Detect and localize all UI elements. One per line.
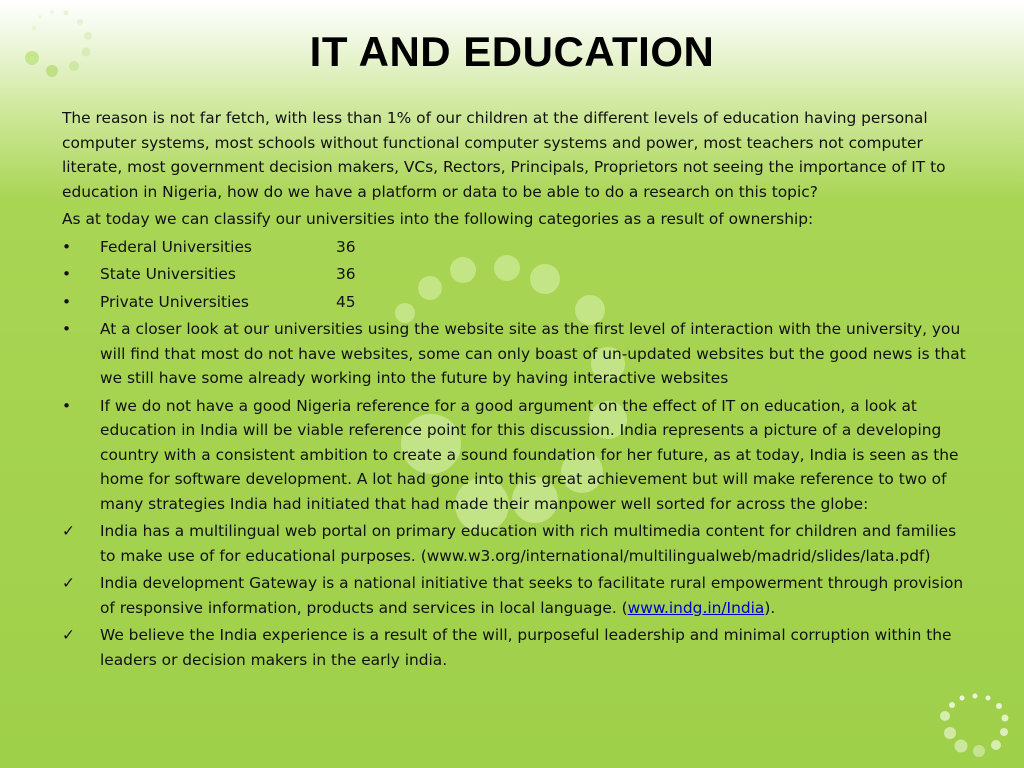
checkmark-icon: ✓ xyxy=(62,626,75,644)
bullet-icon: • xyxy=(62,237,72,256)
list-item xyxy=(62,290,972,315)
bullet-icon: • xyxy=(62,265,72,283)
check-text: India has a multilingual web portal on primary education with rich multimedia content for children and families to make use of for educational purposes. (www.w3.org/international/multilingualweb/madrid/slides/lata.pdf) xyxy=(100,522,957,565)
classification-paragraph: As at today we can classify our universities into the following categories as a result of ownership: xyxy=(62,210,814,228)
category-count: 36 xyxy=(336,265,356,283)
list-item xyxy=(62,519,972,568)
list-item xyxy=(62,262,972,287)
bullet-icon: • xyxy=(62,396,72,415)
category-count: 36 xyxy=(336,237,356,256)
bullet-text: If we do not have a good Nigeria reference for a good argument on the effect of IT on education, a look at education in India will be viable reference point for this discussion. India represents a picture of a developing country with a consistent ambition to create a sound foundation for her future, as at today, India is seen as the home for software development. A lot had gone into this great achievement but will make reference to two of many strategies India had initiated that had made their manpower well sorted for across the globe: xyxy=(100,396,959,513)
check-text: India development Gateway is a national initiative that seeks to facilitate rural empowerment through provision of responsive information, products and services in local language. ( xyxy=(100,574,964,617)
list-item xyxy=(62,623,972,672)
check-text: We believe the India experience is a result of the will, purposeful leadership and minimal corruption within the leaders or decision makers in the early india. xyxy=(100,626,952,669)
slide-title: IT AND EDUCATION xyxy=(309,28,715,75)
category-count: 45 xyxy=(336,292,356,311)
bullet-list xyxy=(62,235,972,673)
slide-body xyxy=(62,106,972,675)
bullet-text: At a closer look at our universities using the website site as the first level of interaction with the university, you will find that most do not have websites, some can only boast of un-updated websites but the good news is that we still have some already working into the future by having interactive websites xyxy=(100,320,966,387)
category-name: Private Universities xyxy=(100,292,249,311)
list-item xyxy=(62,317,972,391)
list-item xyxy=(62,235,972,260)
check-text-end: ). xyxy=(764,598,776,617)
category-name: State Universities xyxy=(100,265,236,283)
list-item xyxy=(62,394,972,517)
intro-paragraph: The reason is not far fetch, with less than 1% of our children at the different levels of education having personal computer systems, most schools without functional computer systems and power, most teachers not computer literate, most government decision makers, VCs, Rectors, Principals, Proprietors not seeing the importance of IT to education in Nigeria, how do we have a platform or data to be able to do a research on this topic? xyxy=(62,109,946,201)
bullet-icon: • xyxy=(62,292,72,311)
checkmark-icon: ✓ xyxy=(62,522,75,540)
decorative-dots-bottom-right xyxy=(904,668,1024,768)
bullet-icon: • xyxy=(62,320,72,338)
category-name: Federal Universities xyxy=(100,237,252,256)
checkmark-icon: ✓ xyxy=(62,574,75,592)
list-item xyxy=(62,571,972,620)
indg-link[interactable]: www.indg.in/India xyxy=(627,598,765,617)
